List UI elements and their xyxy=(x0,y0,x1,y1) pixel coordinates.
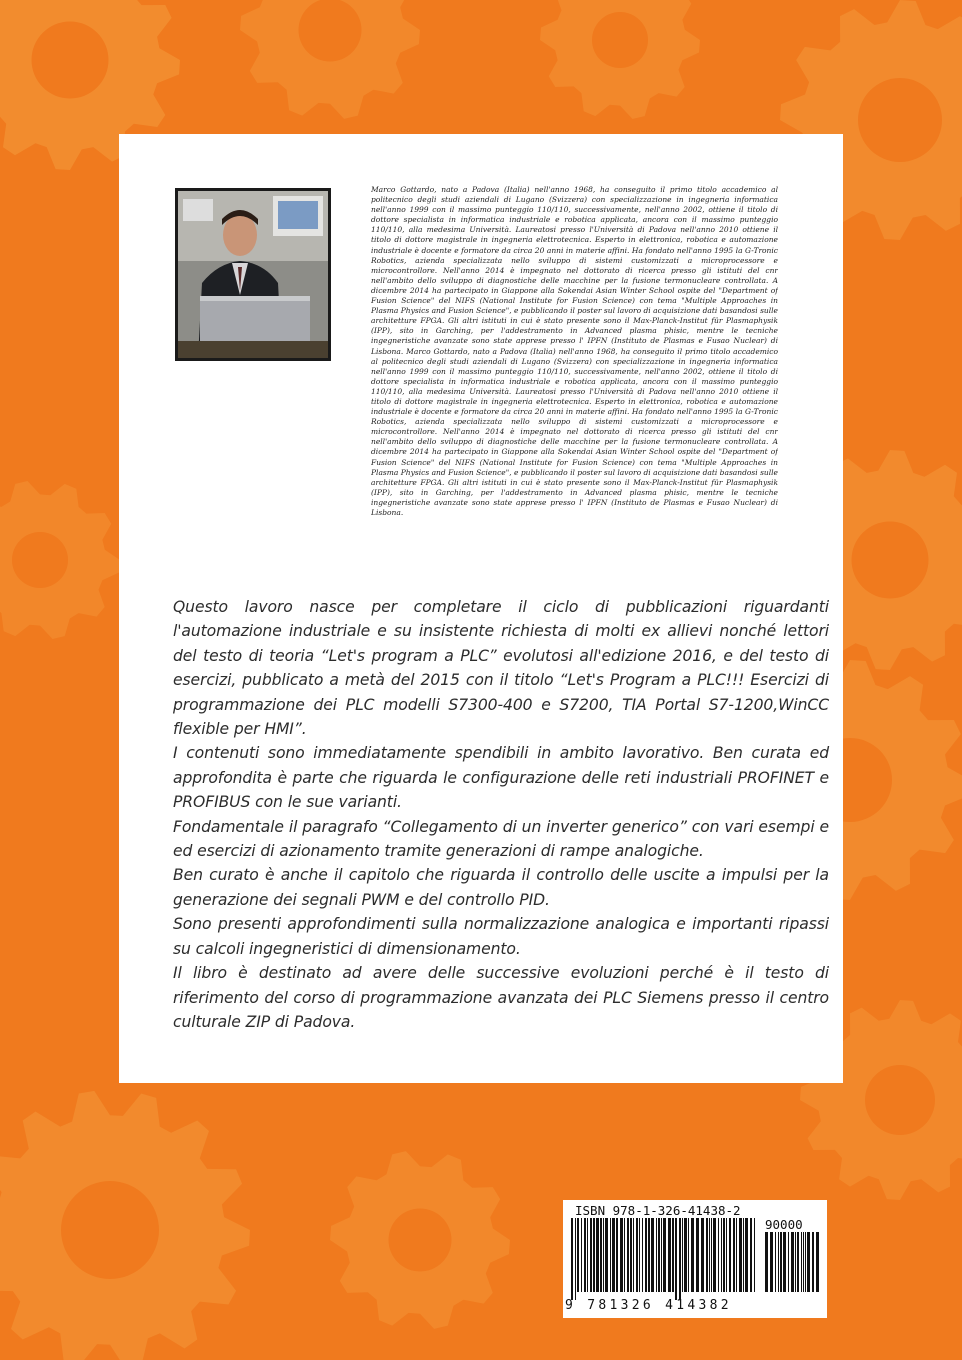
barcode-bar xyxy=(795,1232,796,1292)
barcode-bar xyxy=(575,1218,576,1300)
barcode-bar xyxy=(581,1218,582,1292)
description-paragraph: I contenuti sono immediatamente spendibili in ambito lavorativo. Ben curata ed approfondita è parte che riguarda le configurazione delle reti industriali PROFINET e PROFIBUS con le sue varianti. xyxy=(173,744,829,812)
barcode-bar xyxy=(726,1218,727,1292)
portrait-icon xyxy=(178,191,328,358)
barcode-bar xyxy=(754,1218,755,1292)
barcode-bar xyxy=(691,1218,694,1292)
barcode-bar xyxy=(590,1218,592,1292)
barcode-bar xyxy=(807,1232,810,1292)
barcode-bar xyxy=(791,1232,794,1292)
barcode-bar xyxy=(788,1232,789,1292)
barcode-bar xyxy=(684,1218,687,1292)
barcode-bar xyxy=(630,1218,632,1292)
gear-hole xyxy=(852,522,929,599)
gear-hole xyxy=(299,0,362,62)
price-code: 90000 xyxy=(765,1217,803,1232)
barcode-bar xyxy=(663,1218,666,1292)
barcode-bar xyxy=(797,1232,799,1292)
barcode-bar xyxy=(805,1232,806,1292)
description-paragraph: Ben curato è anche il capitolo che riguarda il controllo delle uscite a impulsi per la generazione dei segnali PWM e del controllo PID. xyxy=(173,866,829,909)
barcode-bar xyxy=(765,1232,768,1292)
barcode-bar xyxy=(711,1218,712,1292)
barcode-bar xyxy=(593,1218,595,1292)
barcode-bar xyxy=(571,1218,573,1300)
barcode-bar xyxy=(729,1218,731,1292)
barcode-bar xyxy=(672,1218,674,1292)
barcode-bar xyxy=(639,1218,640,1292)
barcode-bar xyxy=(645,1218,647,1292)
gear-hole xyxy=(12,532,68,588)
barcode-bar xyxy=(801,1232,802,1292)
description-paragraph: Questo lavoro nasce per completare il ciclo di pubblicazioni riguardanti l'automazione industriale e su insistente richiesta di molti ex allievi nonché lettori del testo di teoria “Let's program a PLC” evolutosi all'edizione 2016, e del testo di esercizi, pubblicato a metà del 2015 con il titolo “Let's Program a PLC!!! Esercizi di programmazione dei PLC modelli S7300-400 e S7200, TIA Portal S7-1200,WinCC flexible per HMI”. xyxy=(173,598,829,739)
barcode-bar xyxy=(775,1232,776,1292)
ean-bars xyxy=(569,1218,759,1300)
barcode-bar xyxy=(624,1218,625,1292)
barcode-bar xyxy=(682,1218,683,1292)
book-description xyxy=(173,595,829,1034)
description-paragraph: Fondamentale il paragrafo “Collegamento di un inverter generico” con vari esempi e ed esercizi di azionamento tramite generazioni di rampe analogiche. xyxy=(173,817,829,861)
gear-hole xyxy=(389,1209,452,1272)
isbn-barcode xyxy=(563,1200,827,1318)
barcode-bar xyxy=(658,1218,660,1292)
gear-hole xyxy=(32,22,109,99)
barcode-bar xyxy=(610,1218,611,1292)
barcode-bar xyxy=(600,1218,602,1292)
description-paragraph: Sono presenti approfondimenti sulla normalizzazione analogica e importanti ripassi su calcoli ingegneristici di dimensionamento. xyxy=(173,915,829,958)
barcode-bar xyxy=(636,1218,638,1292)
barcode-bar xyxy=(620,1218,623,1292)
barcode-bar xyxy=(709,1218,710,1292)
barcode-bar xyxy=(733,1218,735,1292)
barcode-bar xyxy=(679,1218,681,1300)
gear-hole xyxy=(592,12,648,68)
barcode-bar xyxy=(812,1232,814,1292)
barcode-bar xyxy=(587,1218,588,1292)
barcode-bar xyxy=(743,1218,744,1292)
barcode-bar xyxy=(603,1218,604,1292)
barcode-bar xyxy=(616,1218,618,1292)
gear-hole xyxy=(61,1181,159,1279)
barcode-bar xyxy=(816,1232,819,1292)
gear-hole xyxy=(865,1065,935,1135)
barcode-bar xyxy=(577,1218,579,1292)
barcode-bar xyxy=(648,1218,650,1292)
barcode-bar xyxy=(713,1218,716,1292)
barcode-bar xyxy=(778,1232,779,1292)
barcode-bar xyxy=(627,1218,629,1292)
barcode-bar xyxy=(745,1218,748,1292)
barcode-bar xyxy=(783,1232,786,1292)
barcode-bar xyxy=(750,1218,752,1292)
barcode-bar xyxy=(721,1218,722,1292)
barcode-bar xyxy=(803,1232,804,1292)
barcode-bar xyxy=(723,1218,725,1292)
barcode-bar xyxy=(596,1218,599,1292)
barcode-bar xyxy=(642,1218,643,1292)
author-biography: Marco Gottardo, nato a Padova (Italia) nell'anno 1968, ha conseguito il primo titolo accademico al politecnico degli studi aziendali di Lugano (Svizzera) con specializzazione in ingegneria informatica nell'anno 1999 con il massimo punteggio 110/110, successivamente, nell'anno 2002, ottiene il titolo di dottore specialista in informatica industriale e robotica applicata, ancora con il massimo punteggio 110/110, alla medesima Università. Laureatosi presso l'Università di Padova nell'anno 2010 ottiene il titolo di dottore magistrale in ingegneria elettrotecnica. Esperto in elettronica, robotica e automazione industriale è docente e formatore da circa 20 anni in materie affini. Ha fondato nell'anno 1995 la G-Tronic Robotics, azienda specializzata nello sviluppo di sistemi customizzati a microprocessore e microcontrollore. Nell'anno 2014 è impegnato nel dottorato di ricerca presso gli istituti del cnr nell'ambito dello sviluppo di diagnostiche delle macchine per la fusione termonucleare controllata. A dicembre 2014 ha partecipato in Giappone alla Sokendai Asian Winter School ospite del "Department of Fusion Science" del NIFS (National Institute for Fusion Science) con tema "Multiple Approaches in Plasma Physics and Fusion Science", e pubblicando il poster sul lavoro di acquisizione dati basandosi sulle architetture FPGA. Gli altri istituti in cui è stato presente sono il Max-Planck-Institut für Plasmaphysik (IPP), sito in Garching, per l'addestramento in Advanced plasma phisic, mentre le tecniche ingegneristiche avanzate sono state apprese presso l' IPFN (Instituto de Plasmas e Fusao Nuclear) di Lisbona. Marco Gottardo, nato a Padova (Italia) nell'anno 1968, ha conseguito il primo titolo accademico al politecnico degli studi aziendali di Lugano (Svizzera) con specializzazione in ingegneria informatica nell'anno 1999 con il massimo punteggio 110/110, successivamente, nell'anno 2002, ottiene il titolo di dottore specialista in informatica industriale e robotica applicata, ancora con il massimo punteggio 110/110, alla medesima Università. Laureatosi presso l'Università di Padova nell'anno 2010 ottiene il titolo di dottore magistrale in ingegneria elettrotecnica. Esperto in elettronica, robotica e automazione industriale è docente e formatore da circa 20 anni in materie affini. Ha fondato nell'anno 1995 la G-Tronic Robotics, azienda specializzata nello sviluppo di sistemi customizzati a microprocessore e microcontrollore. Nell'anno 2014 è impegnato nel dottorato di ricerca presso gli istituti del cnr nell'ambito dello sviluppo di diagnostiche delle macchine per la fusione termonucleare controllata. A dicembre 2014 ha partecipato in Giappone alla Sokendai Asian Winter School ospite del "Department of Fusion Science" del NIFS (National Institute for Fusion Science) con tema "Multiple Approaches in Plasma Physics and Fusion Science", e pubblicando il poster sul lavoro di acquisizione dati basandosi sulle architetture FPGA. Gli altri istituti in cui è stato presente sono il Max-Planck-Institut für Plasmaphysik (IPP), sito in Garching, per l'addestramento in Advanced plasma phisic, mentre le tecniche ingegneristiche avanzate sono state apprese presso l' IPFN (Instituto de Plasmas e Fusao Nuclear) di Lisbona. xyxy=(371,185,778,517)
barcode-bar xyxy=(612,1218,615,1292)
gear-hole xyxy=(858,78,942,162)
barcode-bar xyxy=(651,1218,654,1292)
barcode-bar xyxy=(706,1218,708,1292)
barcode-bar xyxy=(696,1218,699,1292)
addon-bars xyxy=(763,1232,821,1300)
barcode-bar xyxy=(739,1218,742,1292)
barcode-bar xyxy=(718,1218,719,1292)
barcode-bar xyxy=(780,1232,782,1292)
barcode-bar xyxy=(656,1218,657,1292)
barcode-bar xyxy=(688,1218,689,1292)
barcode-bar xyxy=(584,1218,586,1292)
barcode-bar xyxy=(668,1218,671,1292)
isbn-label: ISBN 978-1-326-41438-2 xyxy=(575,1203,741,1218)
description-paragraph: Il libro è destinato ad avere delle successive evoluzioni perché è il testo di riferimento del corso di programmazione avanzata dei PLC Siemens presso il centro culturale ZIP di Padova. xyxy=(173,964,829,1031)
barcode-bar xyxy=(633,1218,634,1292)
content-panel xyxy=(119,134,843,1083)
author-photo xyxy=(175,188,331,361)
barcode-bar xyxy=(661,1218,662,1292)
ean-digits: 9 781326 414382 xyxy=(565,1298,732,1313)
barcode-bar xyxy=(701,1218,704,1292)
barcode-bar xyxy=(770,1232,773,1292)
barcode-bar xyxy=(736,1218,737,1292)
barcode-bar xyxy=(605,1218,608,1292)
barcode-bar xyxy=(675,1218,677,1300)
